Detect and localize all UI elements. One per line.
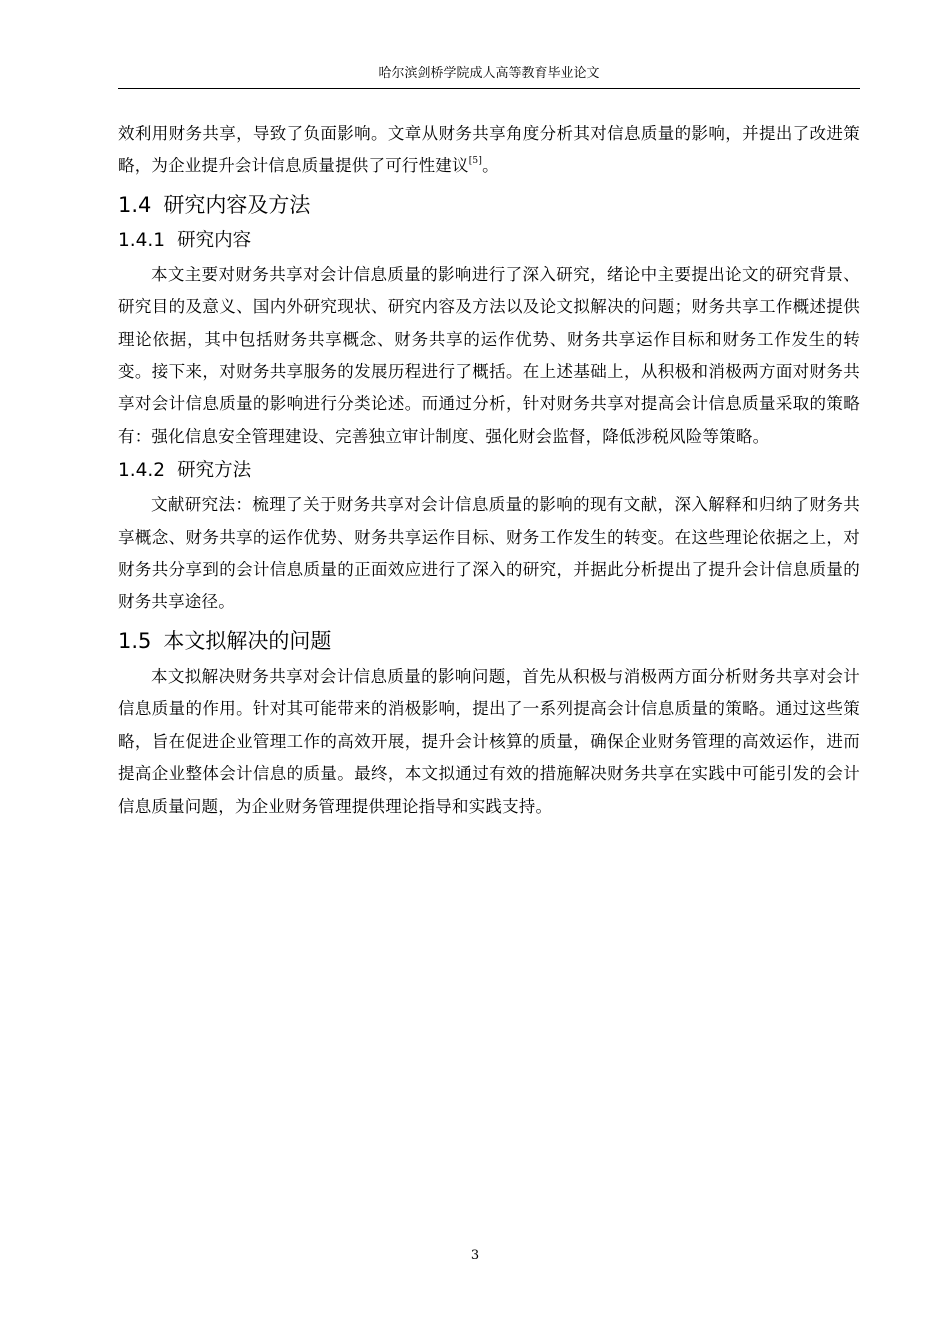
citation-ref[interactable]: [5] [468,156,483,167]
page-number: 3 [470,1248,480,1263]
section-heading-1-4 [118,187,860,223]
intro-paragraph [118,118,860,183]
page-header: 哈尔滨剑桥学院成人高等教育毕业论文 [118,64,860,89]
intro-end: 。 [482,156,499,176]
subsection-title: 研究方法 [177,460,252,482]
subsection-title: 研究内容 [177,229,252,251]
section-number: 1.4 [118,192,152,217]
subsection-heading-1-4-2 [118,455,860,487]
section-heading-1-5 [118,623,860,659]
section-title: 本文拟解决的问题 [163,628,332,653]
research-method-paragraph: 文献研究法：梳理了关于财务共享对会计信息质量的影响的现有文献，深入解释和归纳了财务共享概念、财务共享的运作优势、财务共享运作目标、财务工作发生的转变。在这些理论依据之上，对财务共分享到的会计信息质量的正面效应进行了深入的研究，并据此分析提出了提升会计信息质量的财务共享途径。 [118,495,860,612]
subsection-number: 1.4.1 [118,229,166,251]
research-content-paragraph: 本文主要对财务共享对会计信息质量的影响进行了深入研究，绪论中主要提出论文的研究背景、研究目的及意义、国内外研究现状、研究内容及方法以及论文拟解决的问题；财务共享工作概述提供理论依据，其中包括财务共享概念、财务共享的运作优势、财务共享运作目标和财务工作发生的转变。接下来，对财务共享服务的发展历程进行了概括。在上述基础上，从积极和消极两方面对财务共享对会计信息质量的影响进行分类论述。而通过分析，针对财务共享对提高会计信息质量采取的策略有：强化信息安全管理建设、完善独立审计制度、强化财会监督，降低涉税风险等策略。 [118,264,860,446]
body-text [118,118,860,823]
subsection-heading-1-4-1 [118,225,860,257]
section-title: 研究内容及方法 [163,192,311,217]
problem-paragraph: 本文拟解决财务共享对会计信息质量的影响问题，首先从积极与消极两方面分析财务共享对会计信息质量的作用。针对其可能带来的消极影响，提出了一系列提高会计信息质量的策略。通过这些策略，旨在促进企业管理工作的高效开展，提升会计核算的质量，确保企业财务管理的高效运作，进而提高企业整体会计信息的质量。最终，本文拟通过有效的措施解决财务共享在实践中可能引发的会计信息质量问题，为企业财务管理提供理论指导和实践支持。 [118,666,860,816]
subsection-number: 1.4.2 [118,460,166,482]
intro-text: 效利用财务共享，导致了负面影响。文章从财务共享角度分析其对信息质量的影响，并提出了改进策略，为企业提升会计信息质量提供了可行性建议 [118,124,860,176]
section-number: 1.5 [118,628,152,653]
